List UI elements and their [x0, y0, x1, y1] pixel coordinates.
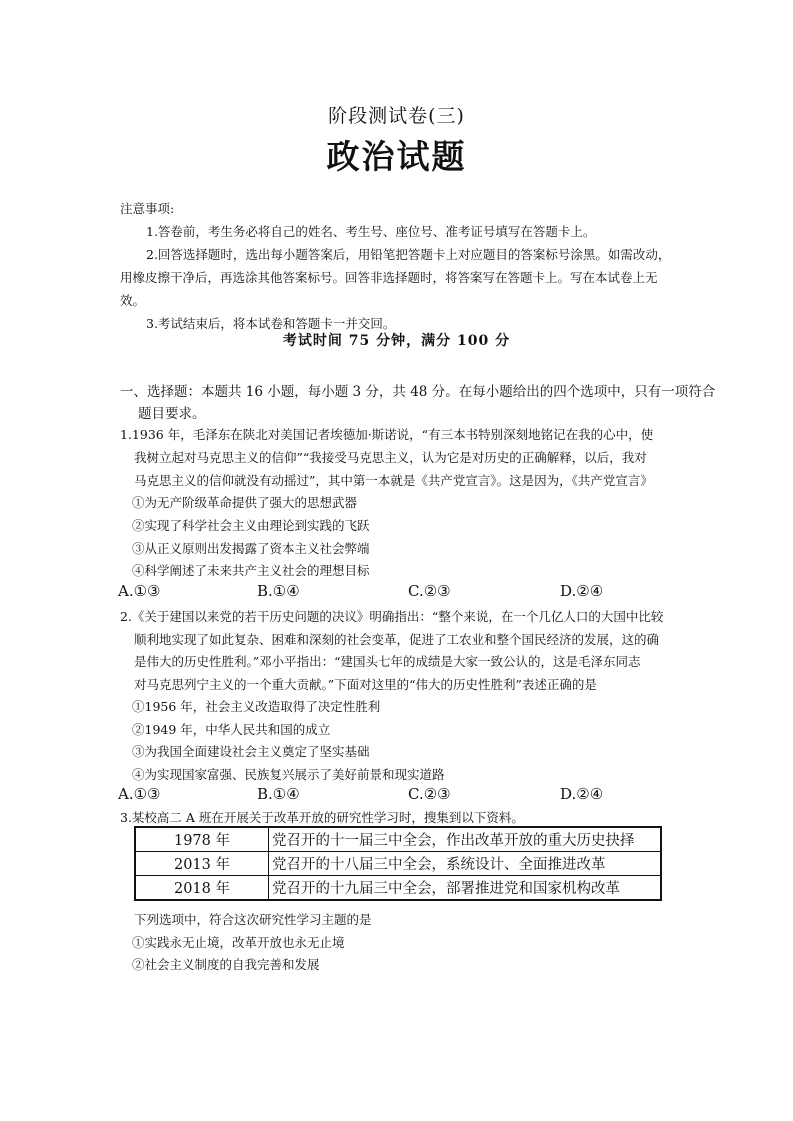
q1-statement-1: ①为无产阶级革命提供了强大的思想武器: [132, 495, 358, 510]
q1-stem-line-2: 我树立起对马克思主义的信仰”“我接受马克思主义，认为它是对历史的正确解释，以后，我对: [134, 450, 647, 465]
table-cell-year: 2013 年: [135, 852, 269, 876]
table-cell-event: 党召开的十八届三中全会，系统设计、全面推进改革: [269, 852, 662, 876]
notes-item-2-line-3: 效。: [120, 293, 146, 308]
table-row: [135, 852, 661, 876]
q2-statement-3: ③为我国全面建设社会主义奠定了坚实基础: [132, 744, 370, 759]
q2-statement-4: ④为实现国家富强、民族复兴展示了美好前景和现实道路: [132, 767, 445, 782]
q1-statement-2: ②实现了科学社会主义由理论到实践的飞跃: [132, 518, 370, 533]
q1-option-d: D.②④: [560, 582, 604, 600]
q2-option-c: C.②③: [408, 785, 451, 803]
q2-stem-line-1: 2.《关于建国以来党的若干历史问题的决议》明确指出：“整个来说，在一个几亿人口的大国中比较: [120, 609, 664, 624]
table-cell-year: 2018 年: [135, 876, 269, 901]
q1-statement-4: ④科学阐述了未来共产主义社会的理想目标: [132, 563, 370, 578]
q1-stem-line-1: 1.1936 年，毛泽东在陕北对美国记者埃德加·斯诺说，“有三本书特别深刻地铭记在我的心中，使: [120, 427, 654, 442]
exam-time-info: 考试时间 75 分钟，满分 100 分: [282, 333, 511, 349]
section-1-line-1: 一、选择题：本题共 16 小题，每小题 3 分，共 48 分。在每小题给出的四个选项中，只有一项符合: [120, 384, 716, 400]
reform-timeline-table: [134, 826, 662, 901]
q2-option-b: B.①④: [257, 785, 300, 803]
q1-stem-line-3: 马克思主义的信仰就没有动摇过”，其中第一本就是《共产党宣言》。这是因为，《共产党宣言》: [134, 473, 653, 488]
notes-item-3: 3.考试结束后，将本试卷和答题卡一并交回。: [146, 316, 396, 331]
q2-option-d: D.②④: [560, 785, 604, 803]
notes-item-1: 1.答卷前，考生务必将自己的姓名、考生号、座位号、准考证号填写在答题卡上。: [146, 224, 596, 239]
q1-option-b: B.①④: [257, 582, 300, 600]
notes-heading: 注意事项:: [120, 201, 175, 216]
q2-option-a: A.①③: [118, 785, 161, 803]
q2-stem-line-3: 是伟大的历史性胜利。”邓小平指出：“建国头七年的成绩是大家一致公认的，这是毛泽东同志: [134, 654, 641, 669]
table-cell-event: 党召开的十九届三中全会，部署推进党和国家机构改革: [269, 876, 662, 901]
q2-statement-1: ①1956 年，社会主义改造取得了决定性胜利: [132, 699, 381, 714]
q1-option-a: A.①③: [118, 582, 161, 600]
section-1-line-2: 题目要求。: [138, 406, 206, 422]
q1-option-c: C.②③: [408, 582, 451, 600]
table-row: [135, 876, 661, 901]
table-cell-year: 1978 年: [135, 827, 269, 852]
notes-item-2-line-2: 用橡皮擦干净后，再选涂其他答案标号。回答非选择题时，将答案写在答题卡上。写在本试卷上无: [120, 270, 658, 285]
q3-prompt: 下列选项中，符合这次研究性学习主题的是: [134, 912, 372, 927]
exam-subtitle: 阶段测试卷(三): [328, 105, 465, 127]
table-cell-event: 党召开的十一届三中全会，作出改革开放的重大历史抉择: [269, 827, 662, 852]
table-row: [135, 827, 661, 852]
q3-stem-line-1: 3.某校高二 A 班在开展关于改革开放的研究性学习时，搜集到以下资料。: [120, 810, 524, 825]
q1-statement-3: ③从正义原则出发揭露了资本主义社会弊端: [132, 541, 370, 556]
q3-statement-1: ①实践永无止境，改革开放也永无止境: [132, 935, 345, 950]
exam-title: 政治试题: [326, 137, 467, 176]
q3-statement-2: ②社会主义制度的自我完善和发展: [132, 957, 320, 972]
q2-stem-line-2: 顺利地实现了如此复杂、困难和深刻的社会变革，促进了工农业和整个国民经济的发展，这的确: [134, 632, 660, 647]
q2-statement-2: ②1949 年，中华人民共和国的成立: [132, 722, 331, 737]
notes-item-2-line-1: 2.回答选择题时，选出每小题答案后，用铅笔把答题卡上对应题目的答案标号涂黑。如需改动，: [146, 247, 671, 262]
q2-stem-line-4: 对马克思列宁主义的一个重大贡献。”下面对这里的“伟大的历史性胜利”表述正确的是: [134, 677, 597, 692]
